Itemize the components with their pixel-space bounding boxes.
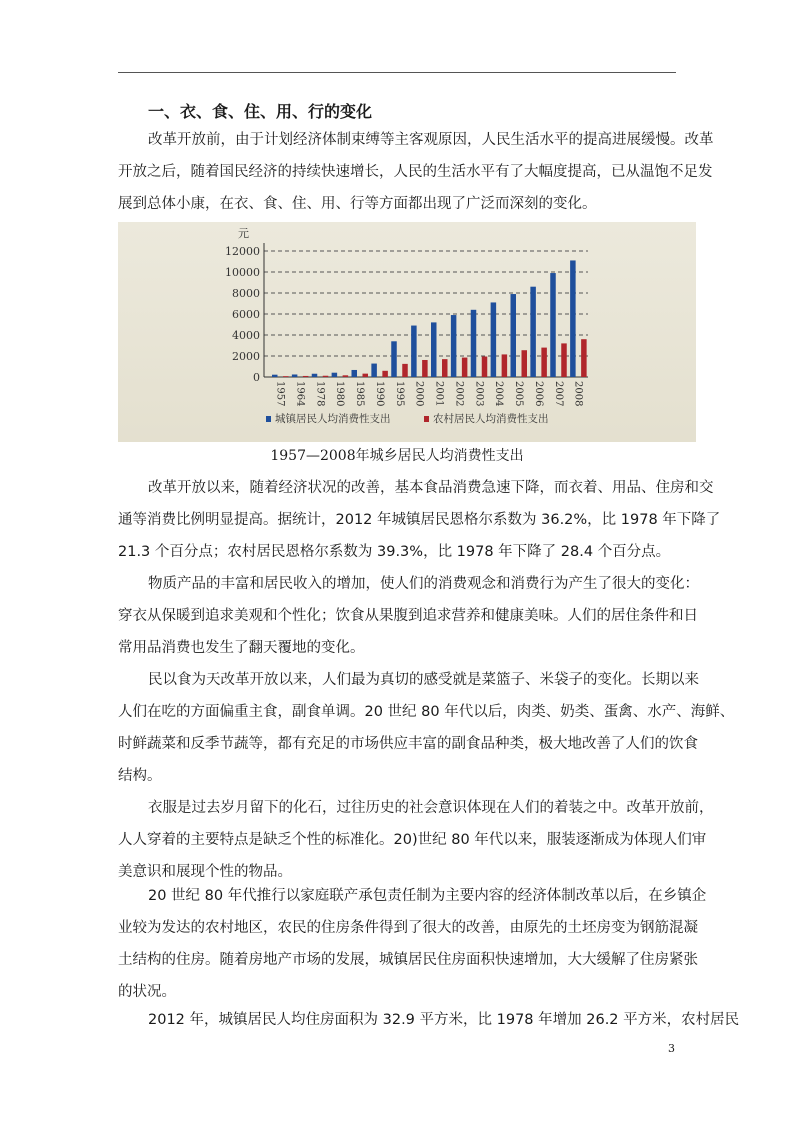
header-rule (118, 72, 676, 73)
legend-label: 农村居民人均消费性支出 (433, 413, 549, 425)
x-tick-label: 1985 (354, 381, 365, 407)
bar-rural (382, 371, 388, 377)
section-heading: 一、衣、食、住、用、行的变化 (148, 102, 373, 121)
x-tick-label: 2002 (453, 381, 465, 407)
bar-rural (363, 374, 369, 377)
paragraph-7 (118, 1004, 740, 1036)
bar-urban (530, 287, 536, 377)
bar-rural (303, 376, 309, 377)
legend-swatch (266, 416, 271, 422)
text-line: 2012 年，城镇居民人均住房面积为 32.9 平方米，比 1978 年增加 26.2 平方米，农村居民 (148, 1012, 740, 1028)
text-line: 通等消费比例明显提高。据统计，2012 年城镇居民恩格尔系数为 36.2%，比 1978 年下降了 (118, 512, 721, 528)
x-tick-label: 2001 (433, 381, 445, 407)
bar-rural (502, 354, 508, 377)
x-tick-label: 2006 (532, 381, 544, 407)
x-tick-label: 1957 (274, 381, 286, 407)
text-line: 时鲜蔬菜和反季节蔬等，都有充足的市场供应丰富的副食品种类，极大地改善了人们的饮食 (118, 736, 698, 752)
x-tick-label: 1995 (393, 381, 405, 407)
bar-rural (323, 376, 329, 377)
text-line: 美意识和展现个性的物品。 (118, 864, 292, 880)
x-tick-label: 1990 (373, 381, 385, 407)
bar-urban (391, 341, 397, 377)
bar-rural (343, 375, 349, 377)
text-line: 穿衣从保暖到追求美观和个性化；饮食从果腹到追求营养和健康美味。人们的居住条件和日 (118, 608, 698, 624)
bar-rural (522, 350, 528, 377)
text-line: 常用品消费也发生了翻天覆地的变化。 (118, 640, 365, 656)
bar-rural (482, 357, 488, 377)
x-tick-label: 2003 (473, 381, 485, 407)
paragraph-5 (118, 792, 714, 888)
legend-label: 城镇居民人均消费性支出 (275, 413, 391, 425)
y-tick-label: 6000 (232, 308, 260, 321)
y-axis-label: 元 (238, 227, 249, 240)
bar-rural (581, 339, 587, 377)
y-tick-label: 8000 (232, 287, 260, 300)
text-line: 的状况。 (118, 984, 176, 1000)
bar-urban (570, 260, 576, 377)
x-tick-label: 1964 (294, 381, 306, 407)
x-tick-label: 2008 (572, 381, 584, 407)
bar-rural (561, 343, 567, 377)
chart-figure (118, 222, 696, 442)
bar-rural (402, 364, 408, 377)
y-tick-label: 12000 (225, 245, 260, 258)
text-line: 民以食为天改革开放以来，人们最为真切的感受就是菜篮子、米袋子的变化。长期以来 (148, 672, 699, 688)
bar-urban (550, 273, 556, 377)
page-number: 3 (668, 1042, 675, 1055)
bar-urban (312, 374, 318, 377)
paragraph-2 (118, 472, 721, 568)
chart-caption: 1957—2008年城乡居民人均消费性支出 (270, 448, 524, 464)
text-line: 展到总体小康，在衣、食、住、用、行等方面都出现了广泛而深刻的变化。 (118, 196, 597, 212)
bar-urban (352, 370, 358, 377)
legend-swatch (424, 416, 429, 422)
bar-rural (462, 358, 468, 377)
text-line: 21.3 个百分点；农村居民恩格尔系数为 39.3%，比 1978 年下降了 28.4 个百分点。 (118, 544, 671, 560)
paragraph-4 (118, 664, 735, 792)
paragraph-1 (118, 124, 714, 220)
y-tick-label: 4000 (232, 329, 260, 342)
bar-urban (431, 322, 437, 377)
bar-urban (371, 364, 377, 377)
text-line: 改革开放前，由于计划经济体制束缚等主客观原因，人民生活水平的提高进展缓慢。改革 (148, 132, 714, 148)
x-tick-label: 1980 (334, 381, 346, 407)
text-line: 衣服是过去岁月留下的化石，过往历史的社会意识体现在人们的着装之中。改革开放前， (148, 800, 714, 816)
bar-urban (451, 315, 457, 377)
text-line: 20 世纪 80 年代推行以家庭联产承包责任制为主要内容的经济体制改革以后，在乡镇企 (148, 888, 707, 904)
bar-chart (118, 222, 696, 442)
text-line: 人们在吃的方面偏重主食，副食单调。20 世纪 80 年代以后，肉类、奶类、蛋禽、水产、海鲜、 (118, 704, 735, 720)
bar-rural (442, 359, 448, 377)
x-tick-label: 2000 (413, 381, 425, 407)
text-line: 开放之后，随着国民经济的持续快速增长，人民的生活水平有了大幅度提高，已从温饱不足发 (118, 164, 713, 180)
text-line: 业较为发达的农村地区，农民的住房条件得到了很大的改善，由原先的土坯房变为钢筋混凝 (118, 920, 698, 936)
x-tick-label: 2007 (552, 381, 564, 407)
bar-urban (471, 310, 477, 377)
x-tick-label: 1978 (314, 381, 326, 407)
bar-urban (511, 294, 517, 377)
bar-urban (491, 302, 497, 377)
y-tick-label: 10000 (225, 266, 260, 279)
bar-rural (541, 348, 547, 377)
x-tick-label: 2005 (513, 381, 524, 407)
text-line: 人人穿着的主要特点是缺乏个性的标准化。20)世纪 80 年代以来，服装逐渐成为体现人们审 (118, 832, 707, 848)
paragraph-3 (118, 568, 699, 664)
paragraph-6 (118, 880, 707, 1008)
text-line: 结构。 (118, 768, 162, 784)
bar-rural (422, 360, 428, 377)
text-line: 土结构的住房。随着房地产市场的发展，城镇居民住房面积快速增加，大大缓解了住房紧张 (118, 952, 698, 968)
text-line: 改革开放以来，随着经济状况的改善，基本食品消费急速下降，而衣着、用品、住房和交 (148, 480, 714, 496)
bar-urban (332, 373, 338, 377)
y-tick-label: 2000 (232, 350, 260, 363)
x-tick-label: 2004 (493, 381, 505, 407)
bar-urban (411, 326, 417, 377)
bar-urban (272, 375, 278, 377)
bar-urban (292, 374, 298, 377)
y-tick-label: 0 (253, 371, 260, 384)
bar-rural (283, 376, 289, 377)
text-line: 物质产品的丰富和居民收入的增加，使人们的消费观念和消费行为产生了很大的变化： (148, 576, 699, 592)
